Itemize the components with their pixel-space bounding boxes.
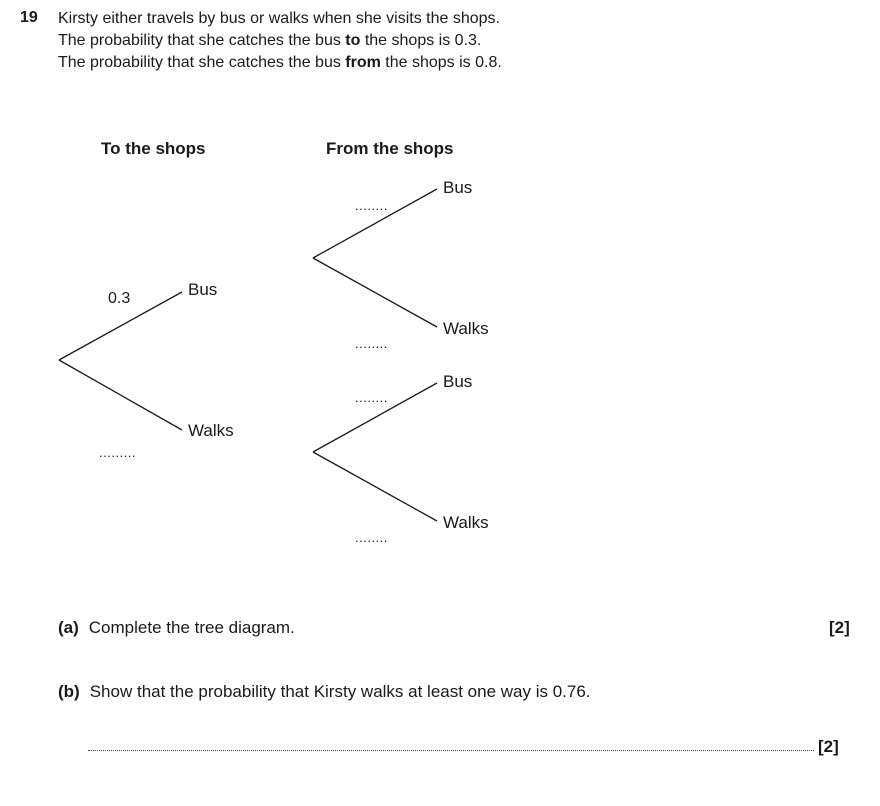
- question-line-2-pre: The probability that she catches the bus: [58, 32, 346, 49]
- part-a-marks: [2]: [829, 618, 850, 637]
- branch-to-walk: [59, 360, 182, 430]
- label-lower-walks: Walks: [443, 513, 489, 532]
- blank-lower-bus[interactable]: ........: [355, 390, 388, 405]
- label-to-walks: Walks: [188, 421, 234, 440]
- blank-upper-bus[interactable]: ........: [355, 198, 388, 213]
- part-a-label: (a): [58, 618, 79, 637]
- blank-upper-walks[interactable]: ........: [355, 336, 388, 351]
- answer-line[interactable]: [88, 750, 814, 751]
- part-b-marks: [2]: [818, 737, 839, 756]
- label-lower-bus: Bus: [443, 372, 473, 391]
- branch-lower-walk: [313, 452, 437, 521]
- blank-lower-walks[interactable]: ........: [355, 530, 388, 545]
- label-upper-walks: Walks: [443, 319, 489, 338]
- part-b: [58, 682, 591, 702]
- heading-from-the-shops: From the shops: [326, 139, 454, 158]
- question-line-3-bold: from: [345, 54, 381, 71]
- branch-upper-walk: [313, 258, 437, 327]
- question-line-1-text: Kirsty either travels by bus or walks when she visits the shops.: [58, 10, 500, 27]
- question-line-2-post: the shops is 0.3.: [360, 32, 482, 49]
- label-upper-bus: Bus: [443, 178, 473, 197]
- part-b-text: Show that the probability that Kirsty walks at least one way is 0.76.: [89, 682, 591, 701]
- part-b-label: (b): [58, 682, 80, 701]
- label-to-bus: Bus: [188, 280, 218, 299]
- question-line-3-pre: The probability that she catches the bus: [58, 54, 346, 71]
- blank-to-walks[interactable]: .........: [99, 445, 137, 460]
- question-line-2-bold: to: [345, 32, 361, 49]
- part-a-text: Complete the tree diagram.: [88, 618, 295, 637]
- question-line-3-post: the shops is 0.8.: [380, 54, 502, 71]
- part-a: [58, 618, 295, 638]
- question-number: 19: [20, 9, 38, 26]
- heading-to-the-shops: To the shops: [101, 139, 206, 158]
- prob-to-bus: 0.3: [108, 290, 131, 307]
